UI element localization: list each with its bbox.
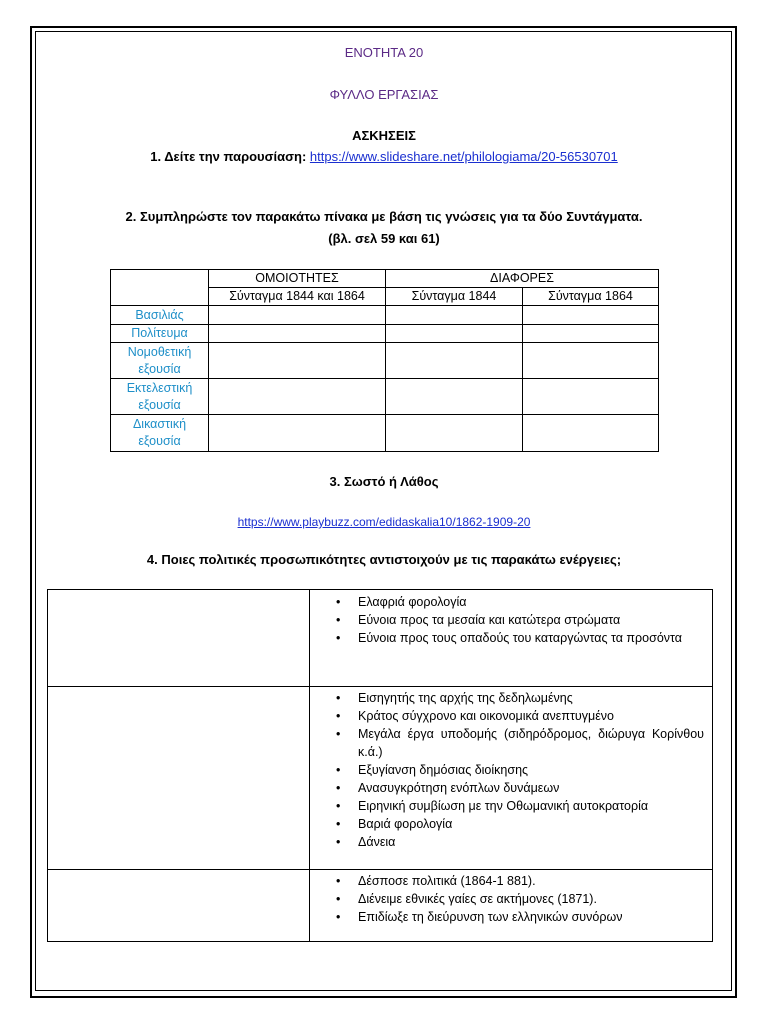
answer-cell[interactable] xyxy=(48,870,310,942)
actions-cell xyxy=(310,687,713,870)
actions-cell xyxy=(310,870,713,942)
empty-cell[interactable] xyxy=(209,343,386,379)
worksheet-title: ΦΥΛΛΟ ΕΡΓΑΣΙΑΣ xyxy=(329,87,439,102)
list-item: • Μεγάλα έργα υποδομής (σιδηρόδρομος, διώρυγα Κορίνθου κ.ά.) xyxy=(358,725,704,761)
empty-cell[interactable] xyxy=(386,325,523,343)
question-4-title: 4. Ποιες πολιτικές προσωπικότητες αντιστοιχούν με τις παρακάτω ενέργειες; xyxy=(146,552,622,567)
row-label-judicial xyxy=(111,415,209,452)
empty-cell[interactable] xyxy=(386,379,523,415)
table-row xyxy=(48,687,713,870)
empty-cell[interactable] xyxy=(523,325,659,343)
list-item: • Επιδίωξε τη διεύρυνση των ελληνικών συνόρων xyxy=(358,908,704,926)
row-label-line: εξουσία xyxy=(138,397,181,412)
empty-cell[interactable] xyxy=(386,306,523,325)
list-item: • Διένειμε εθνικές γαίες σε ακτήμονες (1871). xyxy=(358,890,704,908)
table-row xyxy=(48,870,713,942)
row-label-polity: Πολίτευμα xyxy=(111,325,209,343)
list-item: • Ειρηνική συμβίωση με την Οθωμανική αυτοκρατορία xyxy=(358,797,704,815)
empty-cell[interactable] xyxy=(209,325,386,343)
question-2-line2: (βλ. σελ 59 και 61) xyxy=(328,231,440,246)
list-item: • Ελαφριά φορολογία xyxy=(358,593,704,611)
table-row xyxy=(111,415,659,452)
empty-cell[interactable] xyxy=(523,415,659,452)
empty-cell[interactable] xyxy=(209,379,386,415)
row-label-line: εξουσία xyxy=(138,361,181,376)
table-row xyxy=(111,379,659,415)
playbuzz-link[interactable]: https://www.playbuzz.com/edidaskalia10/1862-1909-20 xyxy=(237,515,531,529)
list-item: • Ανασυγκρότηση ενόπλων δυνάμεων xyxy=(358,779,704,797)
table-row xyxy=(111,325,659,343)
list-item: • Βαριά φορολογία xyxy=(358,815,704,833)
subheader-1844: Σύνταγμα 1844 xyxy=(386,288,523,306)
header-similarities: ΟΜΟΙΟΤΗΤΕΣ xyxy=(209,270,386,288)
actions-cell xyxy=(310,590,713,687)
table-row xyxy=(111,343,659,379)
table-corner-cell xyxy=(111,270,209,306)
list-item: • Εύνοια προς τους οπαδούς του καταργώντας τα προσόντα xyxy=(358,629,704,647)
empty-cell[interactable] xyxy=(523,343,659,379)
row-label-executive xyxy=(111,379,209,415)
table-row xyxy=(111,306,659,325)
subheader-both: Σύνταγμα 1844 και 1864 xyxy=(209,288,386,306)
table-row xyxy=(48,590,713,687)
list-item: • Δέσποσε πολιτικά (1864-1 881). xyxy=(358,872,704,890)
row-label-king: Βασιλιάς xyxy=(111,306,209,325)
row-label-legislative xyxy=(111,343,209,379)
question-3-title: 3. Σωστό ή Λάθος xyxy=(329,474,439,489)
subheader-1864: Σύνταγμα 1864 xyxy=(523,288,659,306)
list-item: • Εξυγίανση δημόσιας διοίκησης xyxy=(358,761,704,779)
list-item: • Εισηγητής της αρχής της δεδηλωμένης xyxy=(358,689,704,707)
empty-cell[interactable] xyxy=(523,379,659,415)
list-item: • Εύνοια προς τα μεσαία και κατώτερα στρώματα xyxy=(358,611,704,629)
empty-cell[interactable] xyxy=(523,306,659,325)
slideshare-link[interactable]: https://www.slideshare.net/philologiama/20-56530701 xyxy=(309,149,618,164)
question-1 xyxy=(0,149,768,164)
empty-cell[interactable] xyxy=(386,343,523,379)
exercises-heading: ΑΣΚΗΣΕΙΣ xyxy=(352,128,416,143)
constitutions-table xyxy=(110,269,659,452)
answer-cell[interactable] xyxy=(48,687,310,870)
row-label-line: εξουσία xyxy=(138,434,181,448)
list-item: • Κράτος σύγχρονο και οικονομικά ανεπτυγμένο xyxy=(358,707,704,725)
empty-cell[interactable] xyxy=(209,306,386,325)
question-1-text: 1. Δείτε την παρουσίαση: xyxy=(150,149,310,164)
header-differences: ΔΙΑΦΟΡΕΣ xyxy=(386,270,659,288)
row-label-line: Δικαστική xyxy=(132,417,187,431)
row-label-line: Εκτελεστική xyxy=(126,380,193,395)
empty-cell[interactable] xyxy=(209,415,386,452)
answer-cell[interactable] xyxy=(48,590,310,687)
list-item: • Δάνεια xyxy=(358,833,704,851)
unit-title: ΕΝΟΤΗΤΑ 20 xyxy=(344,45,424,60)
question-2-line1: 2. Συμπληρώστε τον παρακάτω πίνακα με βάση τις γνώσεις για τα δύο Συντάγματα. xyxy=(125,209,643,224)
row-label-line: Νομοθετική xyxy=(127,344,192,359)
empty-cell[interactable] xyxy=(386,415,523,452)
politicians-table xyxy=(47,589,713,942)
question-3-link-row xyxy=(0,513,768,531)
